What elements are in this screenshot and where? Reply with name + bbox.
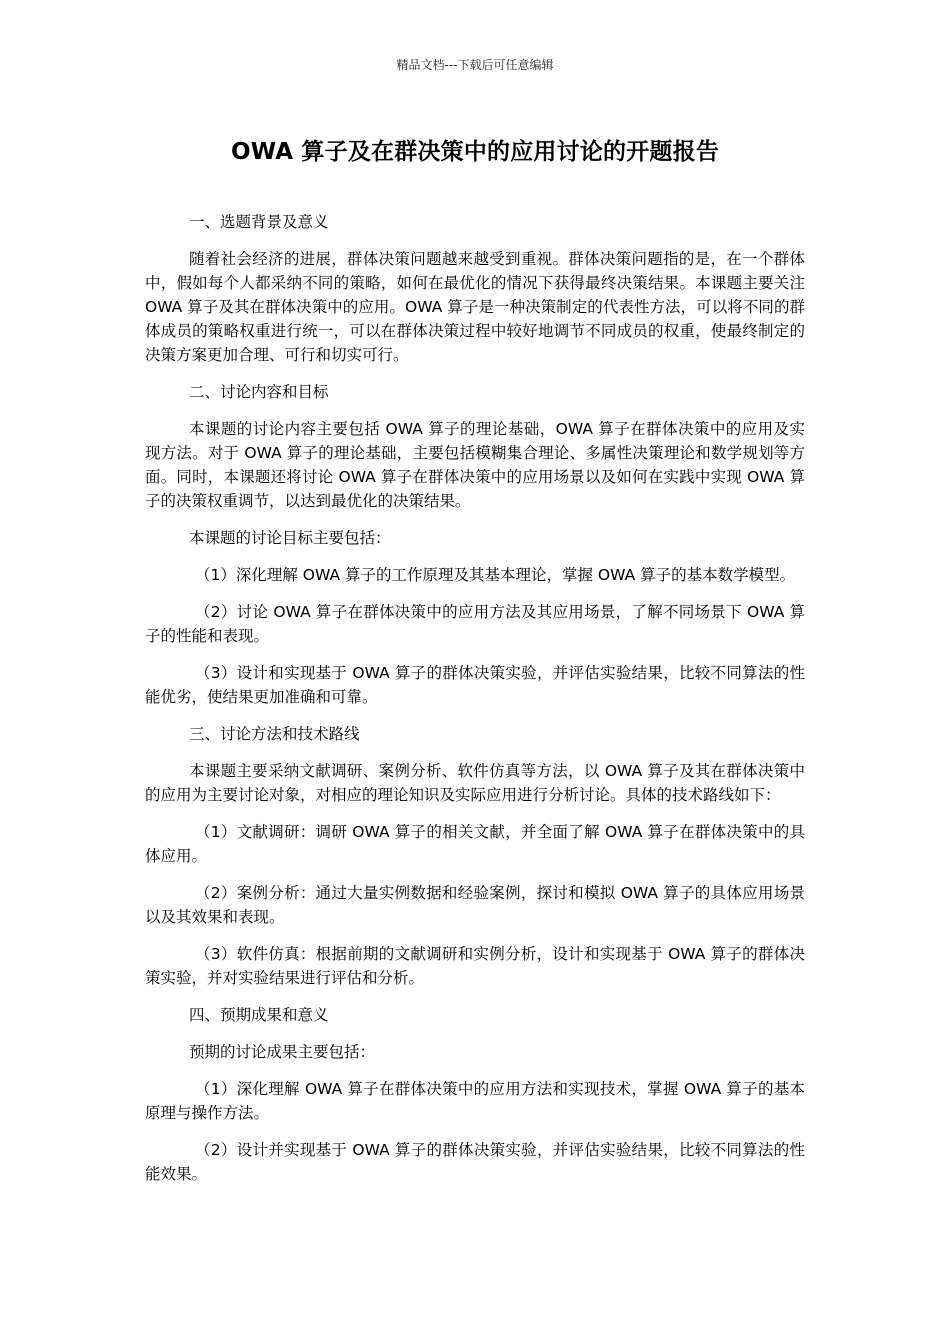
list-item-goal-1: （1）深化理解 OWA 算子的工作原理及其基本理论，掌握 OWA 算子的基本数学模型。	[195, 566, 796, 584]
paragraph-methods: 本课题主要采纳文献调研、案例分析、软件仿真等方法，以 OWA 算子及其在群体决策中的应用为主要讨论对象，对相应的理论知识及实际应用进行分析讨论。具体的技术路线如下：	[145, 762, 805, 804]
paragraph-goals-intro: 本课题的讨论目标主要包括：	[189, 529, 391, 547]
document-body	[145, 210, 805, 1199]
list-item-method-3: （3）软件仿真：根据前期的文献调研和实例分析，设计和实现基于 OWA 算子的群体决策实验，并对实验结果进行评估和分析。	[145, 945, 805, 987]
list-item-method-2: （2）案例分析：通过大量实例数据和经验案例，探讨和模拟 OWA 算子的具体应用场景以及其效果和表现。	[145, 884, 805, 926]
section-heading-content-goals: 二、讨论内容和目标	[189, 383, 329, 401]
paragraph-content: 本课题的讨论内容主要包括 OWA 算子的理论基础，OWA 算子在群体决策中的应用及实现方法。对于 OWA 算子的理论基础，主要包括模糊集合理论、多属性决策理论和数学规划等方面。同时，本课题还将讨论 OWA 算子在群体决策中的应用场景以及如何在实践中实现 OWA 算子的决策权重调节，以达到最优化的决策结果。	[145, 420, 805, 510]
paragraph-outcomes-intro: 预期的讨论成果主要包括：	[189, 1043, 376, 1061]
paragraph-background: 随着社会经济的进展，群体决策问题越来越受到重视。群体决策问题指的是，在一个群体中，假如每个人都采纳不同的策略，如何在最优化的情况下获得最终决策结果。本课题主要关注 OWA 算子及其在群体决策中的应用。OWA 算子是一种决策制定的代表性方法，可以将不同的群体成员的策略权重进行统一，可以在群体决策过程中较好地调节不同成员的权重，使最终制定的决策方案更加合理、可行和切实可行。	[145, 250, 805, 364]
section-heading-methods: 三、讨论方法和技术路线	[189, 725, 360, 743]
document-title: OWA 算子及在群决策中的应用讨论的开题报告	[230, 139, 720, 165]
section-heading-background: 一、选题背景及意义	[189, 213, 329, 231]
list-item-goal-2: （2）讨论 OWA 算子在群体决策中的应用方法及其应用场景，了解不同场景下 OWA 算子的性能和表现。	[145, 603, 805, 645]
list-item-outcome-2: （2）设计并实现基于 OWA 算子的群体决策实验，并评估实验结果，比较不同算法的性能效果。	[145, 1141, 805, 1183]
list-item-outcome-1: （1）深化理解 OWA 算子在群体决策中的应用方法和实现技术，掌握 OWA 算子的基本原理与操作方法。	[145, 1080, 805, 1122]
list-item-method-1: （1）文献调研：调研 OWA 算子的相关文献，并全面了解 OWA 算子在群体决策中的具体应用。	[145, 823, 805, 865]
list-item-goal-3: （3）设计和实现基于 OWA 算子的群体决策实验，并评估实验结果，比较不同算法的性能优劣，使结果更加准确和可靠。	[145, 664, 805, 706]
section-heading-outcomes: 四、预期成果和意义	[189, 1006, 329, 1024]
page-header: 精品文档---下载后可任意编辑	[396, 58, 554, 72]
